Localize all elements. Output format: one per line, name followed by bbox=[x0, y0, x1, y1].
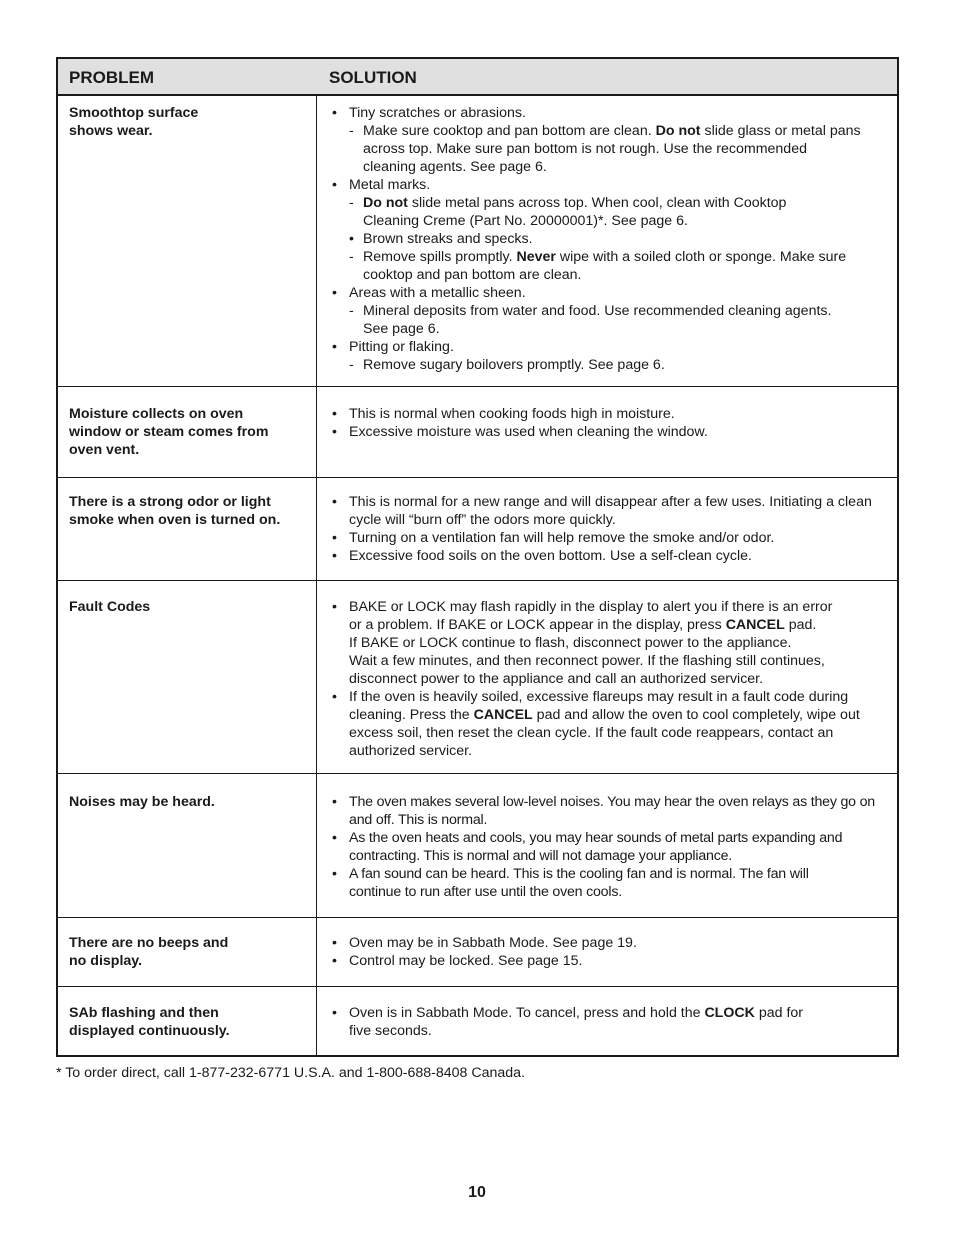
table-row bbox=[58, 386, 897, 477]
solution-line: cleaning agents. See page 6. bbox=[363, 159, 547, 175]
solution-line: • As the oven heats and cools, you may hear sounds of metal parts expanding and bbox=[329, 829, 894, 847]
problem-cell: There is a strong odor or light smoke when oven is turned on. bbox=[69, 494, 281, 528]
footnote: * To order direct, call 1-877-232-6771 U.S.A. and 1-800-688-8408 Canada. bbox=[56, 1065, 526, 1081]
solution-line: • Tiny scratches or abrasions. bbox=[329, 104, 894, 122]
solution-cell bbox=[329, 598, 894, 760]
solution-line: - Mineral deposits from water and food. Use recommended cleaning agents. bbox=[329, 302, 894, 320]
solution-column-header: SOLUTION bbox=[329, 68, 417, 87]
table-row bbox=[58, 580, 897, 773]
solution-line: excess soil, then reset the clean cycle. If the fault code reappears, contact an bbox=[349, 725, 834, 741]
solution-line: - Remove sugary boilovers promptly. See page 6. bbox=[329, 356, 894, 374]
solution-line: • Oven may be in Sabbath Mode. See page 19. bbox=[329, 934, 894, 952]
solution-line: Cleaning Creme (Part No. 20000001)*. See page 6. bbox=[363, 213, 688, 229]
solution-cell bbox=[329, 934, 894, 970]
solution-line: • Areas with a metallic sheen. bbox=[329, 284, 894, 302]
solution-line: If BAKE or LOCK continue to flash, disconnect power to the appliance. bbox=[349, 635, 792, 651]
solution-cell bbox=[329, 104, 894, 374]
solution-line: • Turning on a ventilation fan will help remove the smoke and/or odor. bbox=[329, 529, 894, 547]
solution-line: - Do not slide metal pans across top. When cool, clean with Cooktop bbox=[329, 194, 894, 212]
solution-line: • Excessive food soils on the oven bottom. Use a self-clean cycle. bbox=[329, 547, 894, 565]
solution-line: or a problem. If BAKE or LOCK appear in the display, press CANCEL pad. bbox=[349, 617, 817, 633]
table-header-row bbox=[58, 59, 897, 95]
solution-line: • A fan sound can be heard. This is the cooling fan and is normal. The fan will bbox=[329, 865, 894, 883]
solution-line: • BAKE or LOCK may flash rapidly in the display to alert you if there is an error bbox=[329, 598, 894, 616]
solution-line: and off. This is normal. bbox=[349, 812, 488, 828]
solution-cell bbox=[329, 793, 894, 901]
table-row bbox=[58, 95, 897, 386]
solution-line: across top. Make sure pan bottom is not rough. Use the recommended bbox=[363, 141, 807, 157]
solution-line: continue to run after use until the oven cools. bbox=[349, 884, 622, 900]
solution-line: • Excessive moisture was used when cleaning the window. bbox=[329, 423, 894, 441]
table-row bbox=[58, 986, 897, 1055]
solution-line: • Oven is in Sabbath Mode. To cancel, press and hold the CLOCK pad for bbox=[329, 1004, 894, 1022]
solution-line: • Pitting or flaking. bbox=[329, 338, 894, 356]
problem-cell: Noises may be heard. bbox=[69, 794, 215, 810]
solution-line: • Control may be locked. See page 15. bbox=[329, 952, 894, 970]
solution-line: Wait a few minutes, and then reconnect power. If the flashing still continues, bbox=[349, 653, 825, 669]
problem-cell: SAb flashing and then displayed continuously. bbox=[69, 1005, 230, 1039]
solution-line: • This is normal when cooking foods high in moisture. bbox=[329, 405, 894, 423]
solution-line: • This is normal for a new range and will disappear after a few uses. Initiating a clean bbox=[329, 493, 894, 511]
problem-cell: Smoothtop surface shows wear. bbox=[69, 105, 199, 139]
table-row bbox=[58, 773, 897, 917]
solution-cell bbox=[329, 405, 894, 441]
solution-line: • The oven makes several low-level noises. You may hear the oven relays as they go on bbox=[329, 793, 894, 811]
troubleshooting-table bbox=[56, 57, 899, 1057]
solution-line: • If the oven is heavily soiled, excessive flareups may result in a fault code during bbox=[329, 688, 894, 706]
solution-line: contracting. This is normal and will not damage your appliance. bbox=[349, 848, 733, 864]
problem-cell: There are no beeps and no display. bbox=[69, 935, 229, 969]
solution-line: cycle will “burn off” the odors more quickly. bbox=[349, 512, 616, 528]
table-row bbox=[58, 917, 897, 986]
solution-line: • Brown streaks and specks. bbox=[329, 230, 894, 248]
solution-line: - Remove spills promptly. Never wipe with a soiled cloth or sponge. Make sure bbox=[329, 248, 894, 266]
solution-line: cleaning. Press the CANCEL pad and allow the oven to cool completely, wipe out bbox=[349, 707, 860, 723]
solution-cell bbox=[329, 1004, 894, 1040]
page-number: 10 bbox=[468, 1184, 486, 1201]
solution-line: cooktop and pan bottom are clean. bbox=[363, 267, 582, 283]
solution-line: - Make sure cooktop and pan bottom are clean. Do not slide glass or metal pans bbox=[329, 122, 894, 140]
solution-line: • Metal marks. bbox=[329, 176, 894, 194]
solution-line: See page 6. bbox=[363, 321, 440, 337]
problem-column-header: PROBLEM bbox=[69, 68, 154, 87]
solution-line: five seconds. bbox=[349, 1023, 432, 1039]
problem-cell: Fault Codes bbox=[69, 599, 151, 615]
solution-cell bbox=[329, 493, 894, 565]
table-row bbox=[58, 477, 897, 580]
solution-line: disconnect power to the appliance and call an authorized servicer. bbox=[349, 671, 764, 687]
problem-cell: Moisture collects on oven window or steam comes from oven vent. bbox=[69, 406, 269, 458]
solution-line: authorized servicer. bbox=[349, 743, 473, 759]
